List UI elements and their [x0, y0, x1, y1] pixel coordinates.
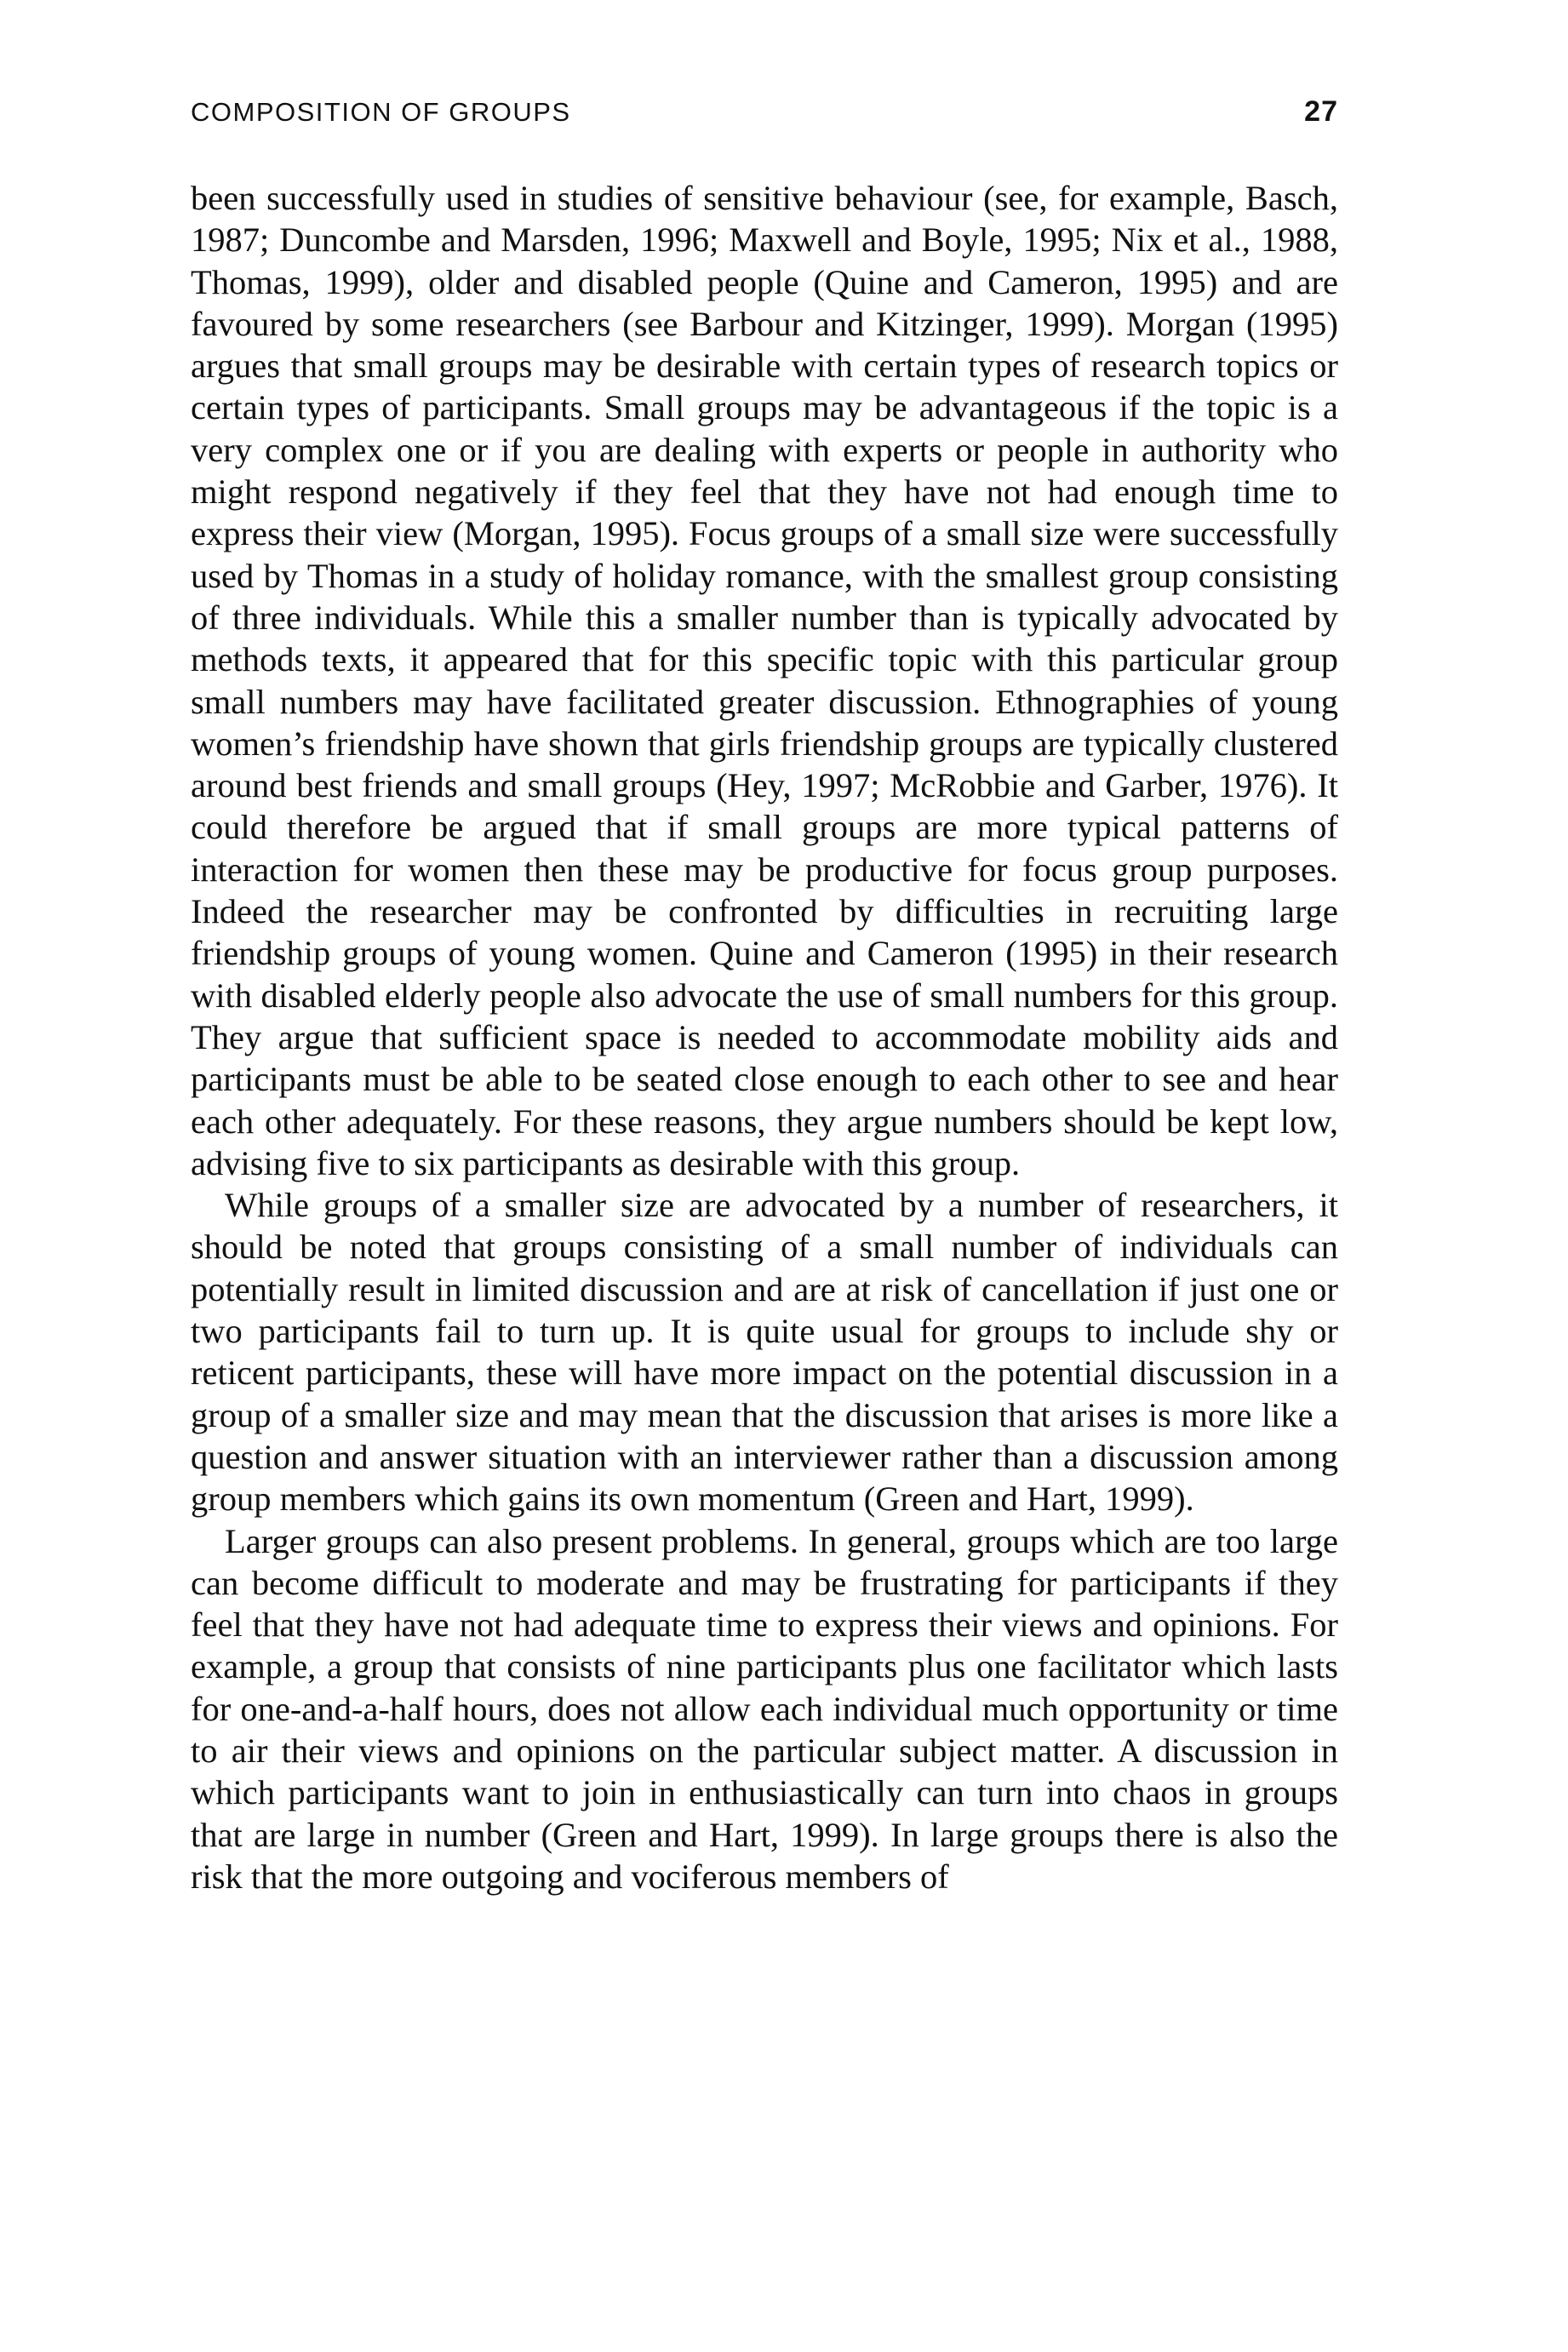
- paragraph-larger-groups: Larger groups can also present problems. In general, groups which are too large can become difficult to moderate and may be frustrating for participants if they feel that they have not had adequate time to express their views and opinions. For example, a group that consists of nine participants plus one facilitator which lasts for one-and-a-half hours, does not allow each individual much opportunity or time to air their views and opinions on the particular subject matter. A discussion in which participants want to join in enthusiastically can turn into chaos in groups that are large in number (Green and Hart, 1999). In large groups there is also the risk that the more outgoing and vociferous members of: [191, 1521, 1338, 1896]
- body-text: [191, 177, 1338, 1897]
- chapter-running-title: COMPOSITION OF GROUPS: [191, 97, 571, 127]
- running-head: [191, 95, 1338, 138]
- paragraph-continuation: been successfully used in studies of sensitive behaviour (see, for example, Basch, 1987; Duncombe and Marsden, 1996; Maxwell and Boyle, 1995; Nix et al., 1988, Thomas, 1999), older and disabled people (Quine and Cameron, 1995) and are favoured by some researchers (see Barbour and Kitzinger, 1999). Morgan (1995) argues that small groups may be desirable with certain types of research topics or certain types of participants. Small groups may be advantageous if the topic is a very complex one or if you are dealing with experts or people in authority who might respond negatively if they feel that they have not had enough time to express their view (Morgan, 1995). Focus groups of a small size were successfully used by Thomas in a study of holiday romance, with the smallest group consisting of three individuals. While this a smaller number than is typically advocated by methods texts, it appeared that for this specific topic with this particular group small numbers may have facilitated greater discussion. Ethnographies of young women’s friendship have shown that girls friendship groups are typically clustered around best friends and small groups (Hey, 1997; McRobbie and Garber, 1976). It could therefore be argued that if small groups are more typical patterns of interaction for women then these may be productive for focus group purposes. Indeed the researcher may be confronted by difficulties in recruiting large friendship groups of young women. Quine and Cameron (1995) in their research with disabled elderly people also advocate the use of small numbers for this group. They argue that sufficient space is needed to accommodate mobility aids and participants must be able to be seated close enough to each other to see and hear each other adequately. For these reasons, they argue numbers should be kept low, advising five to six participants as desirable with this group.: [191, 179, 1338, 1182]
- page-number: 27: [1304, 95, 1338, 128]
- paragraph-small-groups-risks: While groups of a smaller size are advocated by a number of researchers, it should be noted that groups consisting of a small number of individuals can potentially result in limited discussion and are at risk of cancellation if just one or two participants fail to turn up. It is quite usual for groups to include shy or reticent participants, these will have more impact on the potential discussion in a group of a smaller size and may mean that the discussion that arises is more like a question and answer situation with an interviewer rather than a discussion among group members which gains its own momentum (Green and Hart, 1999).: [191, 1186, 1338, 1519]
- book-page: [191, 95, 1338, 1897]
